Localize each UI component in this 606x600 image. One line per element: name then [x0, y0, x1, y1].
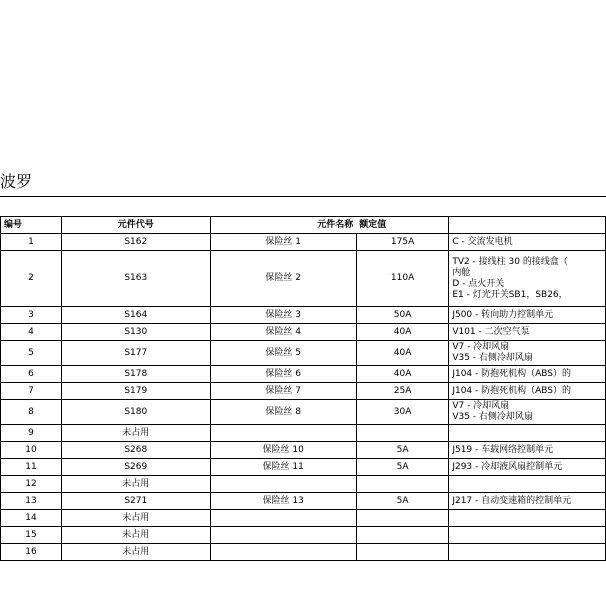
- table-row: [1, 251, 606, 307]
- cell-number: 3: [1, 307, 62, 324]
- cell-consumers: [449, 324, 606, 341]
- cell-consumers: [449, 307, 606, 324]
- cell-rating: 175A: [356, 234, 449, 251]
- cell-rating: [356, 527, 449, 544]
- cell-rating: 5A: [356, 459, 449, 476]
- cell-code: 未占用: [62, 544, 210, 561]
- cell-number: 9: [1, 425, 62, 442]
- cell-rating: 40A: [356, 341, 449, 366]
- cell-rating: 110A: [356, 251, 449, 307]
- cell-consumers: [449, 400, 606, 425]
- header-consumers: [449, 217, 606, 234]
- table-row: [1, 459, 606, 476]
- cell-rating: [356, 544, 449, 561]
- cell-code: S268: [62, 442, 210, 459]
- consumer-line: J217 - 自动变速箱的控制单元: [452, 495, 572, 506]
- fuse-table: [0, 216, 606, 561]
- cell-name: 保险丝 1: [210, 234, 356, 251]
- cell-code: S130: [62, 324, 210, 341]
- header-number: 编号: [1, 217, 62, 234]
- cell-rating: [356, 425, 449, 442]
- consumer-line: TV2 - 接线柱 30 的接线盒（: [452, 256, 568, 267]
- cell-code: 未占用: [62, 425, 210, 442]
- cell-code: S179: [62, 383, 210, 400]
- cell-rating: 5A: [356, 442, 449, 459]
- consumer-line: J500 - 转向助力控制单元: [452, 309, 554, 320]
- cell-number: 10: [1, 442, 62, 459]
- cell-consumers: [449, 476, 606, 493]
- cell-name: [210, 510, 356, 527]
- cell-code: S180: [62, 400, 210, 425]
- cell-code: 未占用: [62, 527, 210, 544]
- cell-number: 8: [1, 400, 62, 425]
- cell-consumers: [449, 234, 606, 251]
- title-divider: [0, 196, 606, 197]
- cell-number: 16: [1, 544, 62, 561]
- cell-consumers: [449, 544, 606, 561]
- fuse-table-body: [1, 217, 606, 561]
- consumer-line: V7 - 冷却风扇: [452, 342, 510, 352]
- cell-name: 保险丝 3: [210, 307, 356, 324]
- table-header-row: [1, 217, 606, 234]
- cell-name: 保险丝 10: [210, 442, 356, 459]
- cell-name: [210, 425, 356, 442]
- cell-consumers: [449, 442, 606, 459]
- cell-name: 保险丝 4: [210, 324, 356, 341]
- consumer-line: J104 - 防抱死机构（ABS）的: [452, 368, 572, 379]
- table-row: [1, 234, 606, 251]
- cell-rating: [356, 476, 449, 493]
- cell-name: 保险丝 5: [210, 341, 356, 366]
- cell-name: 保险丝 11: [210, 459, 356, 476]
- cell-code: S163: [62, 251, 210, 307]
- header-code: 元件代号: [62, 217, 210, 234]
- cell-rating: 40A: [356, 366, 449, 383]
- cell-code: S271: [62, 493, 210, 510]
- cell-name: 保险丝 6: [210, 366, 356, 383]
- cell-code: S162: [62, 234, 210, 251]
- cell-consumers: [449, 366, 606, 383]
- cell-number: 13: [1, 493, 62, 510]
- cell-consumers: [449, 383, 606, 400]
- consumer-line: E1 - 灯光开关SB1，SB26，: [452, 289, 568, 300]
- header-rating: 额定值: [356, 217, 449, 234]
- cell-consumers: [449, 527, 606, 544]
- cell-rating: 40A: [356, 324, 449, 341]
- cell-name: 保险丝 2: [210, 251, 356, 307]
- cell-name: 保险丝 13: [210, 493, 356, 510]
- table-row: [1, 366, 606, 383]
- cell-number: 1: [1, 234, 62, 251]
- cell-code: S177: [62, 341, 210, 366]
- table-row: [1, 383, 606, 400]
- cell-rating: [356, 510, 449, 527]
- header-name: 元件名称: [210, 217, 356, 234]
- cell-rating: 30A: [356, 400, 449, 425]
- table-row: [1, 400, 606, 425]
- cell-rating: 25A: [356, 383, 449, 400]
- consumer-line: J104 - 防抱死机构（ABS）的: [452, 385, 572, 396]
- cell-number: 11: [1, 459, 62, 476]
- cell-code: S164: [62, 307, 210, 324]
- consumer-line: V7 - 冷却风扇: [452, 401, 510, 411]
- table-row: [1, 527, 606, 544]
- document-title: 波罗: [0, 172, 33, 191]
- consumer-line: V101 - 二次空气泵: [452, 326, 530, 337]
- table-row: [1, 442, 606, 459]
- table-row: [1, 493, 606, 510]
- cell-rating: 50A: [356, 307, 449, 324]
- cell-consumers: [449, 341, 606, 366]
- cell-code: S269: [62, 459, 210, 476]
- cell-number: 7: [1, 383, 62, 400]
- consumer-line: V35 - 右侧冷却风扇: [452, 412, 533, 422]
- cell-code: S178: [62, 366, 210, 383]
- cell-name: [210, 527, 356, 544]
- consumer-line: J519 - 车载网络控制单元: [452, 444, 554, 455]
- cell-code: 未占用: [62, 510, 210, 527]
- cell-name: [210, 476, 356, 493]
- cell-number: 2: [1, 251, 62, 307]
- table-row: [1, 307, 606, 324]
- table-row: [1, 425, 606, 442]
- table-row: [1, 544, 606, 561]
- cell-consumers: [449, 459, 606, 476]
- consumer-line: V35 - 右侧冷却风扇: [452, 353, 533, 363]
- cell-name: 保险丝 7: [210, 383, 356, 400]
- table-row: [1, 476, 606, 493]
- cell-rating: 5A: [356, 493, 449, 510]
- cell-number: 5: [1, 341, 62, 366]
- cell-number: 4: [1, 324, 62, 341]
- cell-number: 14: [1, 510, 62, 527]
- cell-number: 12: [1, 476, 62, 493]
- consumer-line: J293 - 冷却液风扇控制单元: [452, 461, 563, 472]
- consumer-line: C - 交流发电机: [452, 236, 513, 247]
- cell-code: 未占用: [62, 476, 210, 493]
- cell-name: 保险丝 8: [210, 400, 356, 425]
- cell-consumers: [449, 493, 606, 510]
- table-row: [1, 510, 606, 527]
- table-row: [1, 341, 606, 366]
- consumer-line: 内舱: [452, 267, 471, 278]
- cell-consumers: [449, 251, 606, 307]
- cell-consumers: [449, 425, 606, 442]
- cell-consumers: [449, 510, 606, 527]
- cell-number: 6: [1, 366, 62, 383]
- cell-name: [210, 544, 356, 561]
- table-row: [1, 324, 606, 341]
- cell-number: 15: [1, 527, 62, 544]
- consumer-line: D - 点火开关: [452, 278, 505, 289]
